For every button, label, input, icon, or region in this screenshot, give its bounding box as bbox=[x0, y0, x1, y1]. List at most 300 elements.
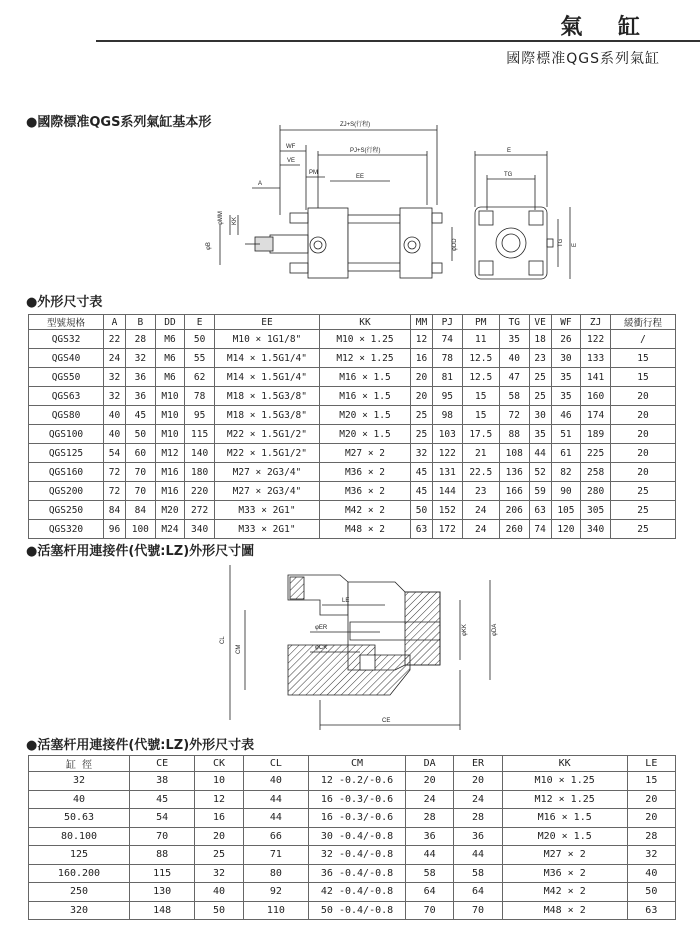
table-cell: 54 bbox=[104, 444, 126, 463]
table-cell: 25 bbox=[529, 387, 551, 406]
table-cell: M18 × 1.5G3/8" bbox=[214, 387, 319, 406]
table-header-row bbox=[29, 315, 676, 330]
table-cell: 44 bbox=[406, 846, 454, 865]
table-cell: 25 bbox=[529, 368, 551, 387]
table-cell: 100 bbox=[126, 520, 156, 539]
dim-le: LE bbox=[342, 598, 350, 604]
table-cell: 20 bbox=[410, 387, 432, 406]
col-zj: ZJ bbox=[581, 315, 611, 330]
table-cell: QGS200 bbox=[29, 482, 104, 501]
table-cell: 88 bbox=[130, 846, 195, 865]
table-cell: 16 -0.3/-0.6 bbox=[309, 790, 406, 809]
table-cell: 20 bbox=[454, 772, 502, 791]
table-cell: 133 bbox=[581, 349, 611, 368]
dim-ck: φCK bbox=[315, 645, 328, 651]
table-cell: 32 -0.4/-0.8 bbox=[309, 846, 406, 865]
table-cell: 35 bbox=[499, 330, 529, 349]
table-cell: 24 bbox=[462, 520, 499, 539]
table-cell: 258 bbox=[581, 463, 611, 482]
table-cell: 25 bbox=[410, 425, 432, 444]
dim-b: φB bbox=[206, 242, 212, 250]
col-pj: PJ bbox=[432, 315, 462, 330]
table-cell: 32 bbox=[29, 772, 130, 791]
table-cell: 141 bbox=[581, 368, 611, 387]
section-rod-connector-drawing-title: ●活塞杆用連接件(代號:LZ)外形尺寸圖 bbox=[26, 544, 255, 559]
table-cell: M42 × 2 bbox=[502, 883, 627, 902]
table-cell: 98 bbox=[432, 406, 462, 425]
table-cell: 50 bbox=[185, 330, 215, 349]
table-cell: M6 bbox=[155, 330, 185, 349]
header-rule bbox=[96, 40, 700, 42]
table-cell: 12.5 bbox=[462, 368, 499, 387]
table-cell: 20 bbox=[611, 387, 676, 406]
table-cell: 24 bbox=[406, 790, 454, 809]
table-row bbox=[29, 901, 676, 920]
table-cell: M10 bbox=[155, 425, 185, 444]
table-cell: 32 bbox=[195, 864, 243, 883]
table-cell: 80 bbox=[243, 864, 308, 883]
table-cell: 59 bbox=[529, 482, 551, 501]
table-cell: 18 bbox=[529, 330, 551, 349]
table-cell: 72 bbox=[499, 406, 529, 425]
table-cell: 84 bbox=[104, 501, 126, 520]
table-cell: 340 bbox=[581, 520, 611, 539]
table-cell: 20 bbox=[406, 772, 454, 791]
col-ce: CE bbox=[130, 756, 195, 772]
table-cell: QGS100 bbox=[29, 425, 104, 444]
table-cell: M48 × 2 bbox=[502, 901, 627, 920]
table-row bbox=[29, 349, 676, 368]
rod-connector-table bbox=[28, 755, 676, 920]
dim-tg-side: TG bbox=[558, 238, 564, 247]
table-cell: M42 × 2 bbox=[319, 501, 410, 520]
table-cell: M10 × 1.25 bbox=[319, 330, 410, 349]
table-cell: M10 × 1G1/8" bbox=[214, 330, 319, 349]
table-cell: M12 × 1.25 bbox=[502, 790, 627, 809]
col-ve: VE bbox=[529, 315, 551, 330]
table-cell: 36 bbox=[126, 368, 156, 387]
col-ck: CK bbox=[195, 756, 243, 772]
dim-kk2: φKK bbox=[462, 624, 468, 636]
table-cell: 144 bbox=[432, 482, 462, 501]
table-row bbox=[29, 520, 676, 539]
table-cell: 110 bbox=[243, 901, 308, 920]
table-cell: 115 bbox=[130, 864, 195, 883]
col-bore: 缸 徑 bbox=[29, 756, 130, 772]
dim-dd: φDD bbox=[452, 238, 458, 251]
table-cell: M20 × 1.5 bbox=[502, 827, 627, 846]
table-cell: 32 bbox=[104, 387, 126, 406]
table-cell: 320 bbox=[29, 901, 130, 920]
dim-mm: φMM bbox=[218, 211, 224, 225]
section-rod-connector-table-title: ●活塞杆用連接件(代號:LZ)外形尺寸表 bbox=[26, 738, 255, 753]
table-cell: M6 bbox=[155, 349, 185, 368]
table-cell: M16 × 1.5 bbox=[502, 809, 627, 828]
table-cell: 30 -0.4/-0.8 bbox=[309, 827, 406, 846]
table-cell: 12 bbox=[195, 790, 243, 809]
table-cell: M20 × 1.5 bbox=[319, 425, 410, 444]
table-cell: 44 bbox=[243, 809, 308, 828]
rod-connector-drawing bbox=[200, 560, 520, 735]
table-row bbox=[29, 425, 676, 444]
table-cell: 40 bbox=[104, 425, 126, 444]
table-cell: QGS50 bbox=[29, 368, 104, 387]
section-dimensions-title: ●外形尺寸表 bbox=[26, 295, 103, 310]
table-cell: M20 × 1.5 bbox=[319, 406, 410, 425]
page-title: 氣 缸 bbox=[560, 15, 654, 40]
table-cell: 122 bbox=[581, 330, 611, 349]
table-cell: 44 bbox=[454, 846, 502, 865]
table-cell: 40 bbox=[627, 864, 675, 883]
table-cell: QGS125 bbox=[29, 444, 104, 463]
table-cell: 23 bbox=[462, 482, 499, 501]
table-cell: M27 × 2 bbox=[502, 846, 627, 865]
table-cell: M27 × 2G3/4" bbox=[214, 482, 319, 501]
table-cell: 50.63 bbox=[29, 809, 130, 828]
table-cell: 136 bbox=[499, 463, 529, 482]
table-cell: 305 bbox=[581, 501, 611, 520]
table-cell: M10 × 1.25 bbox=[502, 772, 627, 791]
table-cell: 260 bbox=[499, 520, 529, 539]
table-cell: M16 bbox=[155, 463, 185, 482]
dimensions-table bbox=[28, 314, 676, 539]
dim-tg-top: TG bbox=[504, 172, 513, 178]
table-cell: 225 bbox=[581, 444, 611, 463]
table-cell: 50 bbox=[195, 901, 243, 920]
table-cell: QGS80 bbox=[29, 406, 104, 425]
dim-da: φDA bbox=[492, 623, 498, 636]
table-cell: 70 bbox=[406, 901, 454, 920]
table-row bbox=[29, 444, 676, 463]
dim-ee: EE bbox=[356, 174, 365, 180]
table-cell: 71 bbox=[243, 846, 308, 865]
table-cell: 11 bbox=[462, 330, 499, 349]
table-cell: 96 bbox=[104, 520, 126, 539]
dim-er: φER bbox=[315, 625, 328, 631]
table-cell: 26 bbox=[551, 330, 581, 349]
table-cell: 95 bbox=[432, 387, 462, 406]
table-cell: 24 bbox=[462, 501, 499, 520]
col-cm: CM bbox=[309, 756, 406, 772]
table-cell: 82 bbox=[551, 463, 581, 482]
table-cell: 32 bbox=[627, 846, 675, 865]
table-cell: 52 bbox=[529, 463, 551, 482]
table-cell: 206 bbox=[499, 501, 529, 520]
table-row bbox=[29, 387, 676, 406]
table-cell: / bbox=[611, 330, 676, 349]
table-cell: M16 × 1.5 bbox=[319, 387, 410, 406]
table-cell: M27 × 2G3/4" bbox=[214, 463, 319, 482]
table-row bbox=[29, 846, 676, 865]
table-row bbox=[29, 809, 676, 828]
table-cell: 44 bbox=[243, 790, 308, 809]
table-cell: 45 bbox=[410, 482, 432, 501]
table-cell: QGS63 bbox=[29, 387, 104, 406]
table-cell: 36 -0.4/-0.8 bbox=[309, 864, 406, 883]
table-cell: QGS320 bbox=[29, 520, 104, 539]
col-ee: EE bbox=[214, 315, 319, 330]
dim-pj: PJ+S(行程) bbox=[350, 148, 381, 154]
table-cell: 28 bbox=[454, 809, 502, 828]
table-cell: 125 bbox=[29, 846, 130, 865]
table-cell: 70 bbox=[454, 901, 502, 920]
table-cell: 122 bbox=[432, 444, 462, 463]
table-cell: 78 bbox=[432, 349, 462, 368]
cylinder-drawing bbox=[190, 115, 610, 290]
table-cell: 20 bbox=[627, 790, 675, 809]
table-cell: 189 bbox=[581, 425, 611, 444]
table-cell: QGS160 bbox=[29, 463, 104, 482]
table-cell: 32 bbox=[104, 368, 126, 387]
table-cell: M10 bbox=[155, 387, 185, 406]
table-cell: 25 bbox=[195, 846, 243, 865]
col-cushion: 緩衝行程 bbox=[611, 315, 676, 330]
table-cell: 160.200 bbox=[29, 864, 130, 883]
table-cell: 25 bbox=[611, 520, 676, 539]
table-cell: 25 bbox=[611, 482, 676, 501]
table-row bbox=[29, 883, 676, 902]
table-cell: 148 bbox=[130, 901, 195, 920]
table-cell: 15 bbox=[611, 349, 676, 368]
table-cell: 24 bbox=[454, 790, 502, 809]
table-cell: 92 bbox=[243, 883, 308, 902]
table-cell: 40 bbox=[243, 772, 308, 791]
col-e: E bbox=[185, 315, 215, 330]
col-kk: KK bbox=[502, 756, 627, 772]
table-cell: M36 × 2 bbox=[319, 463, 410, 482]
table-cell: 340 bbox=[185, 520, 215, 539]
table-row bbox=[29, 482, 676, 501]
table-cell: 74 bbox=[432, 330, 462, 349]
table-cell: 17.5 bbox=[462, 425, 499, 444]
table-cell: 15 bbox=[627, 772, 675, 791]
table-cell: 35 bbox=[551, 387, 581, 406]
table-cell: 30 bbox=[551, 349, 581, 368]
table-cell: 20 bbox=[611, 406, 676, 425]
table-cell: 84 bbox=[126, 501, 156, 520]
dim-pm: PM bbox=[309, 170, 318, 176]
table-cell: 50 -0.4/-0.8 bbox=[309, 901, 406, 920]
table-cell: 131 bbox=[432, 463, 462, 482]
table-cell: 220 bbox=[185, 482, 215, 501]
table-cell: M6 bbox=[155, 368, 185, 387]
table-cell: 72 bbox=[104, 482, 126, 501]
table-cell: 16 bbox=[410, 349, 432, 368]
table-row bbox=[29, 501, 676, 520]
table-cell: M36 × 2 bbox=[319, 482, 410, 501]
table-cell: 55 bbox=[185, 349, 215, 368]
table-cell: 15 bbox=[462, 406, 499, 425]
table-cell: 70 bbox=[126, 482, 156, 501]
dim-cm: CM bbox=[236, 644, 242, 654]
table-cell: 72 bbox=[104, 463, 126, 482]
table-cell: 15 bbox=[462, 387, 499, 406]
table-cell: 108 bbox=[499, 444, 529, 463]
table-cell: M20 bbox=[155, 501, 185, 520]
table-cell: 80.100 bbox=[29, 827, 130, 846]
table-cell: 36 bbox=[126, 387, 156, 406]
table-cell: 40 bbox=[104, 406, 126, 425]
table-cell: M48 × 2 bbox=[319, 520, 410, 539]
table-cell: 280 bbox=[581, 482, 611, 501]
table-cell: 36 bbox=[454, 827, 502, 846]
table-cell: M22 × 1.5G1/2" bbox=[214, 425, 319, 444]
col-mm: MM bbox=[410, 315, 432, 330]
table-cell: M16 bbox=[155, 482, 185, 501]
table-cell: 250 bbox=[29, 883, 130, 902]
table-cell: 90 bbox=[551, 482, 581, 501]
table-header-row bbox=[29, 756, 676, 772]
col-le: LE bbox=[627, 756, 675, 772]
table-cell: 20 bbox=[611, 444, 676, 463]
section-basic-form-title: ●國際標准QGS系列氣缸基本形 bbox=[26, 115, 212, 130]
table-cell: 64 bbox=[406, 883, 454, 902]
table-cell: M12 bbox=[155, 444, 185, 463]
table-cell: 166 bbox=[499, 482, 529, 501]
table-cell: 38 bbox=[130, 772, 195, 791]
table-cell: 22 bbox=[104, 330, 126, 349]
table-cell: M14 × 1.5G1/4" bbox=[214, 368, 319, 387]
col-pm: PM bbox=[462, 315, 499, 330]
table-cell: 74 bbox=[529, 520, 551, 539]
table-cell: 58 bbox=[499, 387, 529, 406]
table-cell: 70 bbox=[130, 827, 195, 846]
table-cell: M27 × 2 bbox=[319, 444, 410, 463]
table-cell: 120 bbox=[551, 520, 581, 539]
table-cell: 16 -0.3/-0.6 bbox=[309, 809, 406, 828]
table-cell: 51 bbox=[551, 425, 581, 444]
table-row bbox=[29, 463, 676, 482]
table-cell: 66 bbox=[243, 827, 308, 846]
table-cell: 20 bbox=[410, 368, 432, 387]
table-cell: 36 bbox=[406, 827, 454, 846]
table-cell: 62 bbox=[185, 368, 215, 387]
table-cell: 78 bbox=[185, 387, 215, 406]
table-cell: M33 × 2G1" bbox=[214, 520, 319, 539]
table-cell: 63 bbox=[410, 520, 432, 539]
table-cell: 25 bbox=[410, 406, 432, 425]
table-cell: 63 bbox=[529, 501, 551, 520]
table-cell: 45 bbox=[126, 406, 156, 425]
dim-e-side: E bbox=[572, 242, 578, 247]
table-cell: 60 bbox=[126, 444, 156, 463]
col-wf: WF bbox=[551, 315, 581, 330]
table-cell: 32 bbox=[126, 349, 156, 368]
dim-ce: CE bbox=[382, 718, 391, 724]
table-cell: 15 bbox=[611, 368, 676, 387]
table-row bbox=[29, 772, 676, 791]
table-cell: M33 × 2G1" bbox=[214, 501, 319, 520]
table-cell: 12 bbox=[410, 330, 432, 349]
table-cell: 95 bbox=[185, 406, 215, 425]
table-cell: 22.5 bbox=[462, 463, 499, 482]
table-cell: 160 bbox=[581, 387, 611, 406]
col-b: B bbox=[126, 315, 156, 330]
table-cell: 174 bbox=[581, 406, 611, 425]
col-er: ER bbox=[454, 756, 502, 772]
page-subtitle: 國際標准QGS系列氣缸 bbox=[506, 51, 660, 67]
table-cell: 140 bbox=[185, 444, 215, 463]
table-cell: 152 bbox=[432, 501, 462, 520]
dim-kk: KK bbox=[232, 216, 238, 225]
table-cell: 44 bbox=[529, 444, 551, 463]
table-cell: M12 × 1.25 bbox=[319, 349, 410, 368]
col-kk: KK bbox=[319, 315, 410, 330]
table-row bbox=[29, 864, 676, 883]
table-cell: 172 bbox=[432, 520, 462, 539]
table-cell: QGS250 bbox=[29, 501, 104, 520]
dim-cl: CL bbox=[220, 636, 226, 644]
dim-wf: WF bbox=[286, 144, 296, 150]
table-cell: 45 bbox=[410, 463, 432, 482]
table-cell: 81 bbox=[432, 368, 462, 387]
table-cell: 63 bbox=[627, 901, 675, 920]
table-cell: M18 × 1.5G3/8" bbox=[214, 406, 319, 425]
table-cell: 12.5 bbox=[462, 349, 499, 368]
dim-a: A bbox=[258, 181, 263, 187]
table-cell: 25 bbox=[611, 501, 676, 520]
table-cell: 20 bbox=[627, 809, 675, 828]
table-cell: M24 bbox=[155, 520, 185, 539]
col-a: A bbox=[104, 315, 126, 330]
table-cell: M36 × 2 bbox=[502, 864, 627, 883]
table-cell: 50 bbox=[410, 501, 432, 520]
table-cell: 88 bbox=[499, 425, 529, 444]
col-dd: DD bbox=[155, 315, 185, 330]
table-cell: 46 bbox=[551, 406, 581, 425]
table-cell: 58 bbox=[406, 864, 454, 883]
col-cl: CL bbox=[243, 756, 308, 772]
table-cell: 45 bbox=[130, 790, 195, 809]
table-row bbox=[29, 406, 676, 425]
table-cell: 272 bbox=[185, 501, 215, 520]
dim-ve: VE bbox=[287, 158, 296, 164]
table-row bbox=[29, 827, 676, 846]
table-cell: 42 -0.4/-0.8 bbox=[309, 883, 406, 902]
table-cell: 24 bbox=[104, 349, 126, 368]
table-cell: 115 bbox=[185, 425, 215, 444]
table-row bbox=[29, 790, 676, 809]
table-cell: 10 bbox=[195, 772, 243, 791]
table-cell: 54 bbox=[130, 809, 195, 828]
col-model: 型號規格 bbox=[29, 315, 104, 330]
table-cell: 50 bbox=[627, 883, 675, 902]
table-cell: 21 bbox=[462, 444, 499, 463]
table-cell: 35 bbox=[551, 368, 581, 387]
col-tg: TG bbox=[499, 315, 529, 330]
table-cell: M16 × 1.5 bbox=[319, 368, 410, 387]
table-cell: 32 bbox=[410, 444, 432, 463]
table-cell: 70 bbox=[126, 463, 156, 482]
dim-e-top: E bbox=[507, 148, 512, 154]
table-cell: 30 bbox=[529, 406, 551, 425]
table-cell: 47 bbox=[499, 368, 529, 387]
table-cell: 61 bbox=[551, 444, 581, 463]
table-cell: 50 bbox=[126, 425, 156, 444]
col-da: DA bbox=[406, 756, 454, 772]
table-cell: QGS40 bbox=[29, 349, 104, 368]
table-cell: 40 bbox=[195, 883, 243, 902]
table-cell: 40 bbox=[499, 349, 529, 368]
table-cell: 20 bbox=[611, 425, 676, 444]
table-cell: 180 bbox=[185, 463, 215, 482]
table-cell: 58 bbox=[454, 864, 502, 883]
table-cell: 64 bbox=[454, 883, 502, 902]
table-cell: 35 bbox=[529, 425, 551, 444]
table-cell: 28 bbox=[406, 809, 454, 828]
table-cell: 12 -0.2/-0.6 bbox=[309, 772, 406, 791]
table-cell: 16 bbox=[195, 809, 243, 828]
